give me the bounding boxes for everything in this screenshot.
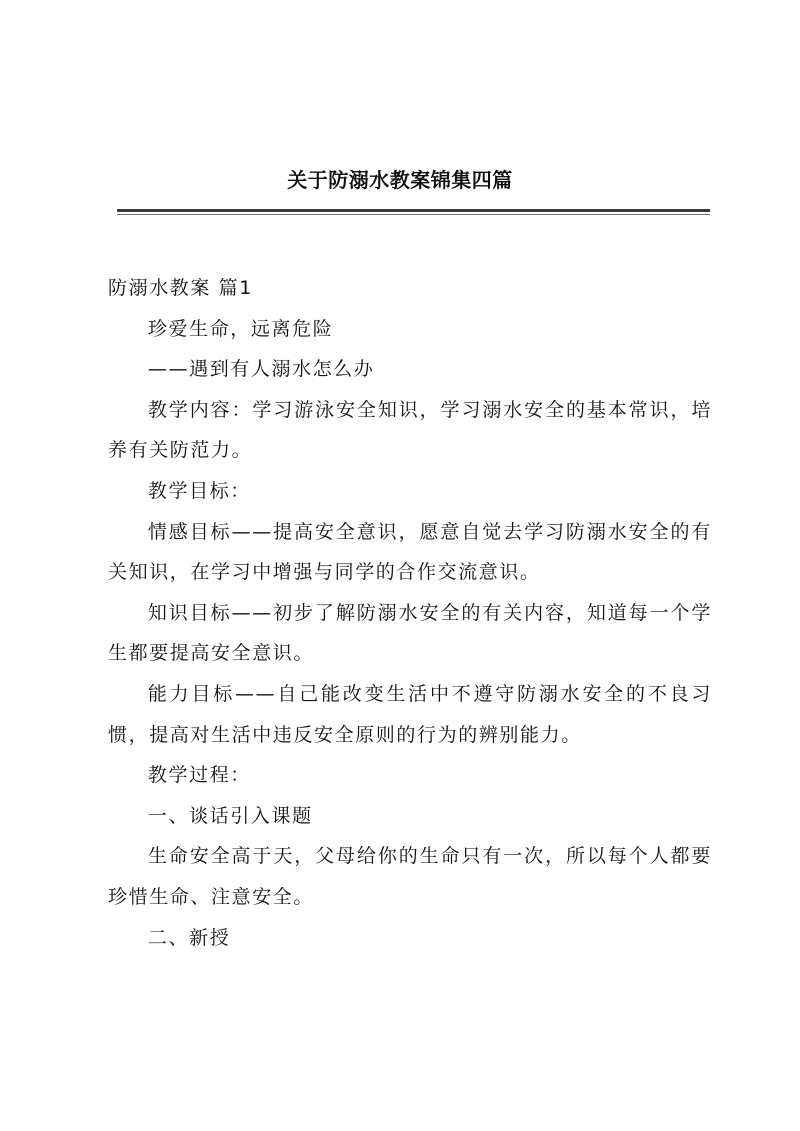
- paragraph: 知识目标——初步了解防溺水安全的有关内容，知道每一个学生都要提高安全意识。: [108, 601, 712, 665]
- paragraph: 能力目标——自己能改变生活中不遵守防溺水安全的不良习惯，提高对生活中违反安全原则的行为的辨别能力。: [108, 682, 712, 746]
- paragraph: 珍爱生命，远离危险: [147, 317, 334, 340]
- section-heading: 防溺水教案 篇1: [108, 277, 253, 299]
- paragraph: 教学过程：: [147, 764, 251, 787]
- document-title: 关于防溺水教案锦集四篇: [287, 168, 513, 192]
- title-divider-thin: [117, 214, 710, 215]
- paragraph: 教学内容：学习游泳安全知识，学习溺水安全的基本常识，培养有关防范力。: [108, 398, 712, 462]
- document-body: [108, 268, 712, 958]
- title-divider: [117, 209, 710, 212]
- paragraph: 二、新授: [147, 926, 231, 949]
- paragraph: 生命安全高于天，父母给你的生命只有一次，所以每个人都要珍惜生命、注意安全。: [108, 845, 712, 908]
- paragraph: 教学目标：: [147, 479, 251, 502]
- paragraph: 一、谈话引入课题: [147, 804, 313, 827]
- paragraph: 情感目标——提高安全意识，愿意自觉去学习防溺水安全的有关知识，在学习中增强与同学的合作交流意识。: [108, 520, 712, 584]
- paragraph: ——遇到有人溺水怎么办: [147, 358, 375, 381]
